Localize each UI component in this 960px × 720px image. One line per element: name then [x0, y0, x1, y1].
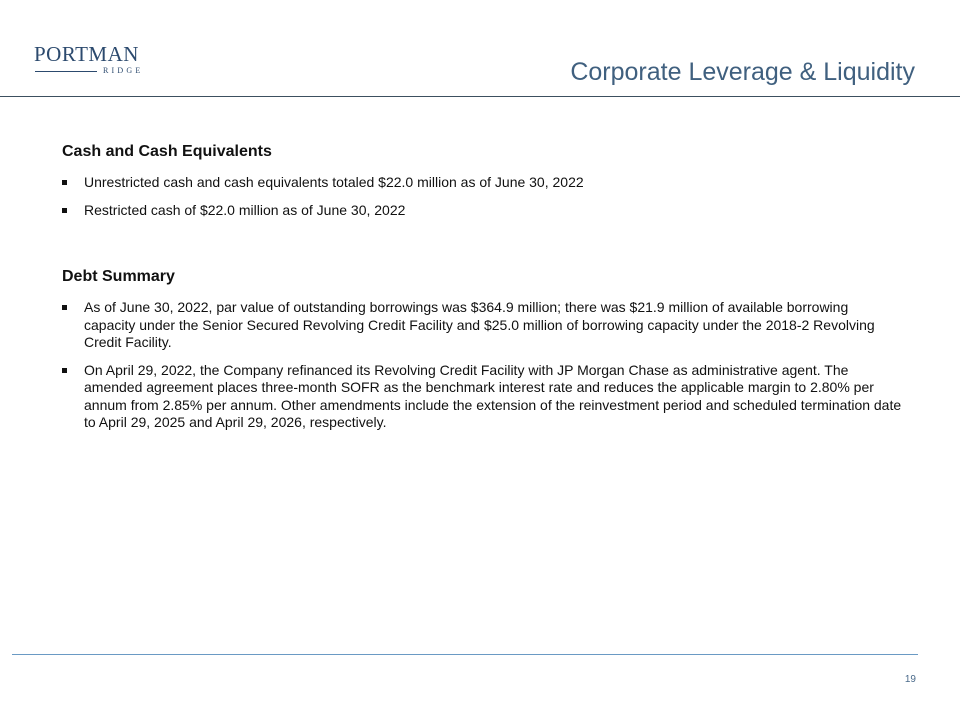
logo-wordmark: PORTMAN	[34, 42, 139, 66]
bullet-item	[62, 202, 902, 220]
bullet-item	[62, 174, 902, 192]
bullet-list-debt	[62, 299, 902, 432]
header-divider	[0, 96, 960, 97]
section-heading-debt: Debt Summary	[62, 268, 175, 285]
page-title: Corporate Leverage & Liquidity	[570, 58, 915, 86]
page-number: 19	[904, 674, 916, 685]
square-bullet-icon	[62, 208, 67, 213]
bullet-list-cash	[62, 174, 902, 219]
logo-subtext: RIDGE	[103, 66, 144, 75]
square-bullet-icon	[62, 305, 67, 310]
bullet-text: Unrestricted cash and cash equivalents totaled $22.0 million as of June 30, 2022	[84, 174, 584, 190]
bullet-text: Restricted cash of $22.0 million as of June 30, 2022	[84, 201, 406, 218]
company-logo	[34, 42, 149, 78]
bullet-item	[62, 299, 902, 352]
bullet-text: On April 29, 2022, the Company refinanced its Revolving Credit Facility with JP Morgan Chase as administrative agent. The amended agreement places three-month SOFR as the benchmark interest rate and reduces the applicable margin to 2.80% per annum from 2.85% per annum. Other amendments include the extension of the reinvestment period and scheduled termination date to April 29, 2025 and April 29, 2026, respectively.	[84, 361, 902, 430]
bullet-item	[62, 362, 902, 432]
square-bullet-icon	[62, 180, 67, 185]
bullet-text: As of June 30, 2022, par value of outstanding borrowings was $364.9 million; there was $21.9 million of available borrowing capacity under the Senior Secured Revolving Credit Facility and $25.0 million of borrowing capacity under the 2018-2 Revolving Credit Facility.	[84, 299, 875, 350]
square-bullet-icon	[62, 368, 67, 373]
section-debt	[62, 267, 902, 442]
section-cash	[62, 142, 902, 229]
section-heading-cash: Cash and Cash Equivalents	[62, 143, 272, 160]
logo-rule	[35, 71, 97, 72]
footer-divider	[12, 654, 918, 655]
